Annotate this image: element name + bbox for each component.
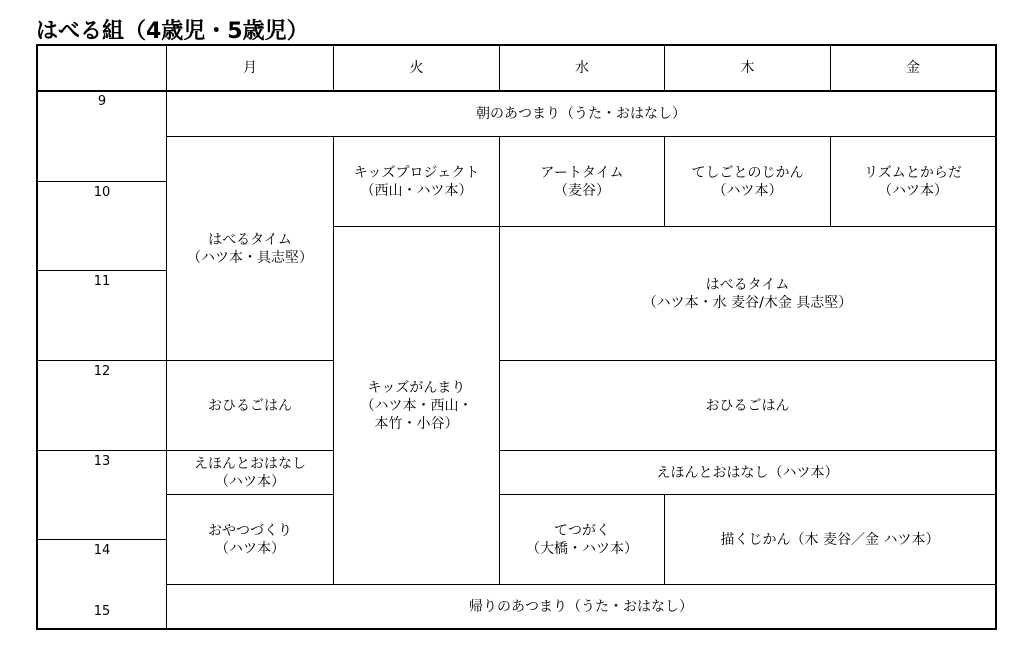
cell-text-line: 描くじかん（木 麦谷／金 ハツ本） [720, 531, 940, 548]
cell-text-line: （西山・ハツ本） [360, 182, 473, 199]
cell-text-line: （麦谷） [554, 182, 610, 199]
activity-wed-fri-lunch [500, 361, 995, 450]
activity-mon-haberu-time [167, 137, 333, 360]
day-header-tue: 火 [409, 60, 424, 76]
hour-label-9: 9 [97, 94, 107, 109]
activity-wed-tetsugaku [500, 495, 664, 584]
cell-text-line: はべるタイム [208, 231, 292, 248]
day-header-thu: 木 [740, 60, 755, 76]
activity-wed-fri-picture-book [500, 451, 995, 494]
cell-text-line: 帰りのあつまり（うた・おはなし） [469, 598, 693, 615]
cell-text-line: （ハツ本・具志堅） [187, 249, 313, 266]
activity-mon-picture-book [167, 451, 333, 494]
cell-text-line: おやつづくり [208, 522, 292, 539]
activity-wed-art-time [500, 137, 664, 226]
hour-label-10: 10 [93, 185, 111, 200]
day-header-wed: 水 [575, 60, 589, 76]
activity-wed-fri-haberu-time [500, 227, 995, 360]
hour-label-15: 15 [93, 604, 111, 619]
day-header-mon: 月 [243, 60, 257, 76]
hour-label-12: 12 [93, 364, 111, 379]
cell-text-line: （ハツ本） [878, 182, 948, 199]
hour-label-14: 14 [93, 543, 111, 558]
cell-text-line: （ハツ本） [215, 540, 285, 557]
cell-text-line: てしごとのじかん [691, 164, 804, 181]
cell-text-line: （ハツ本） [215, 473, 285, 490]
table-border-bottom [36, 628, 996, 630]
activity-fri-rhythm [831, 137, 995, 226]
page-title: はべる組（4歳児・5歳児） [36, 19, 309, 44]
activity-evening-gathering [167, 585, 995, 628]
cell-text-line: てつがく [554, 522, 610, 539]
hour-divider-11 [36, 270, 166, 271]
activity-mon-snack-making [167, 495, 333, 584]
cell-text-line: （ハツ本） [712, 182, 783, 199]
cell-text-line: アートタイム [540, 164, 624, 181]
cell-text-line: キッズプロジェクト [353, 164, 480, 181]
cell-text-line: リズムとからだ [864, 164, 962, 181]
activity-mon-lunch [167, 361, 333, 450]
cell-text-line: えほんとおはなし [194, 455, 306, 472]
activity-tue-kids-gamari [334, 227, 499, 584]
hour-label-13: 13 [93, 454, 111, 469]
cell-text-line: えほんとおはなし（ハツ本） [656, 464, 839, 481]
day-header-fri: 金 [906, 60, 920, 76]
cell-text-line: おひるごはん [705, 397, 790, 414]
cell-text-line: （ハツ本・水 麦谷/木金 具志堅） [642, 294, 853, 311]
cell-text-line: 本竹・小谷） [374, 415, 459, 432]
cell-text-line: キッズがんまり [367, 379, 466, 396]
activity-thu-fri-drawing [665, 495, 995, 584]
cell-text-line: （ハツ本・西山・ [360, 397, 473, 414]
cell-text-line: おひるごはん [208, 397, 292, 414]
hour-divider-10 [36, 181, 166, 182]
activity-morning-gathering [167, 92, 995, 136]
hour-divider-14 [36, 539, 166, 540]
table-border-right [995, 44, 997, 630]
table-border-left [36, 44, 38, 630]
hour-label-11: 11 [93, 274, 111, 289]
cell-text-line: 朝のあつまり（うた・おはなし） [476, 106, 686, 122]
activity-tue-kids-project [334, 137, 499, 226]
activity-thu-teshigoto [665, 137, 830, 226]
cell-text-line: （大橋・ハツ本） [526, 540, 638, 557]
cell-text-line: はべるタイム [705, 276, 790, 293]
